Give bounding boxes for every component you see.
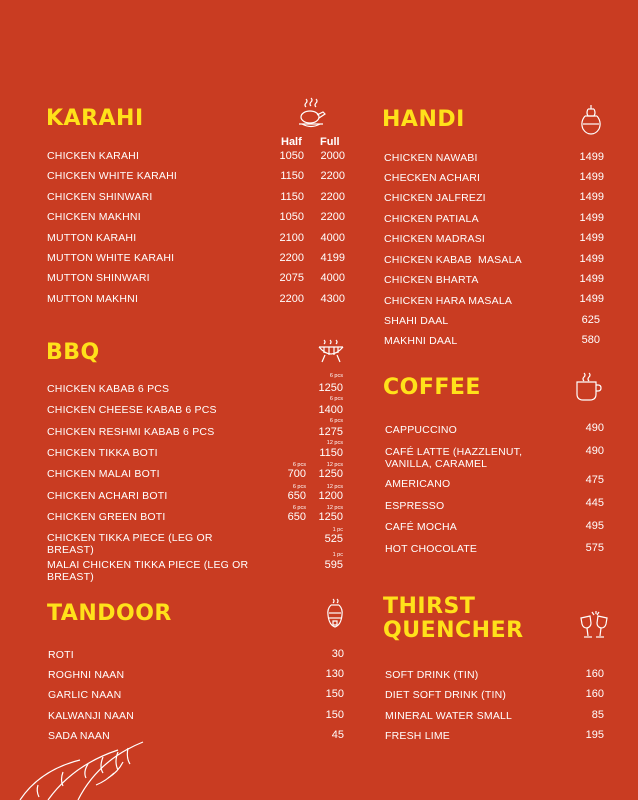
list-item: CHICKEN SHINWARI	[47, 191, 153, 203]
price: 580	[581, 334, 600, 346]
half-price: 1050	[279, 150, 304, 162]
price-12pcs: 1250	[318, 468, 343, 480]
list-item: MALAI CHICKEN TIKKA PIECE (LEG OR BREAST)	[47, 559, 249, 583]
price: 1250	[318, 382, 343, 394]
list-item: ROGHNI NAAN	[48, 669, 125, 681]
price: 1400	[318, 404, 343, 416]
thirst-title-line1: THIRST	[383, 594, 476, 619]
list-item: SADA NAAN	[48, 730, 110, 742]
karahi-half-header: Half	[281, 136, 302, 148]
portion-note: 1 pc	[332, 552, 343, 558]
price: 445	[585, 497, 604, 509]
portion-note: 12 pcs	[326, 440, 343, 446]
list-item: CAFÉ MOCHA	[385, 521, 458, 533]
bbq-title: BBQ	[46, 340, 100, 365]
price: 150	[325, 709, 344, 721]
tandoor-title: TANDOOR	[47, 601, 172, 626]
price: 1499	[579, 212, 604, 224]
list-item: AMERICANO	[385, 478, 451, 490]
price: 1499	[579, 253, 604, 265]
list-item: CHICKEN NAWABI	[384, 152, 478, 164]
price: 625	[581, 314, 600, 326]
karahi-title: KARAHI	[46, 106, 144, 131]
price: 1499	[579, 171, 604, 183]
list-item: CHICKEN WHITE KARAHI	[47, 170, 178, 182]
list-item: GARLIC NAAN	[48, 689, 122, 701]
price: 130	[325, 668, 344, 680]
portion-note: 6 pcs	[292, 484, 306, 490]
list-item: CAPPUCCINO	[385, 424, 458, 436]
list-item: CHICKEN TIKKA BOTI	[47, 447, 158, 459]
price: 495	[585, 520, 604, 532]
list-item: MUTTON KARAHI	[47, 232, 137, 244]
half-price: 2100	[279, 232, 304, 244]
list-item: MUTTON SHINWARI	[47, 272, 150, 284]
full-price: 2000	[320, 150, 345, 162]
price: 575	[585, 542, 604, 554]
list-item: CHICKEN PATIALA	[384, 213, 479, 225]
price-6pcs: 700	[287, 468, 306, 480]
full-price: 2200	[320, 211, 345, 223]
tandoor-oven-icon	[326, 598, 344, 628]
price: 1275	[318, 426, 343, 438]
portion-note: 12 pcs	[326, 462, 343, 468]
list-item: CHICKEN KABAB MASALA	[384, 254, 522, 266]
price: 1499	[579, 273, 604, 285]
coffee-cup-icon	[575, 372, 603, 402]
list-item: CHICKEN KABAB 6 PCS	[47, 383, 170, 395]
price: 1499	[579, 293, 604, 305]
handi-title: HANDI	[382, 107, 465, 132]
list-item: CAFÉ LATTE (HAZZLENUT, VANILLA, CARAMEL	[385, 446, 523, 470]
price: 160	[585, 688, 604, 700]
price: 1499	[579, 232, 604, 244]
price: 475	[585, 474, 604, 486]
list-item: MAKHNI DAAL	[384, 335, 458, 347]
list-item: MINERAL WATER SMALL	[385, 710, 513, 722]
full-price: 4199	[320, 252, 345, 264]
price-6pcs: 650	[287, 490, 306, 502]
karahi-full-header: Full	[320, 136, 340, 148]
list-item: CHICKEN ACHARI BOTI	[47, 490, 168, 502]
portion-note: 6 pcs	[292, 462, 306, 468]
coffee-title: COFFEE	[383, 375, 481, 400]
leaf-decoration-icon	[18, 740, 148, 800]
half-price: 1050	[279, 211, 304, 223]
list-item: CHICKEN HARA MASALA	[384, 295, 513, 307]
full-price: 4000	[320, 272, 345, 284]
half-price: 2075	[279, 272, 304, 284]
list-item: CHICKEN GREEN BOTI	[47, 511, 166, 523]
price: 595	[324, 559, 343, 571]
list-item: DIET SOFT DRINK (TIN)	[385, 689, 507, 701]
price: 195	[585, 729, 604, 741]
portion-note: 6 pcs	[329, 396, 343, 402]
list-item: CHECKEN ACHARI	[384, 172, 481, 184]
bbq-grill-icon	[316, 339, 346, 363]
price-6pcs: 650	[287, 511, 306, 523]
full-price: 4000	[320, 232, 345, 244]
half-price: 2200	[279, 252, 304, 264]
full-price: 4300	[320, 293, 345, 305]
list-item: MUTTON MAKHNI	[47, 293, 139, 305]
half-price: 1150	[280, 191, 304, 203]
price: 150	[325, 688, 344, 700]
list-item: CHICKEN KARAHI	[47, 150, 140, 162]
price: 45	[331, 729, 344, 741]
cheers-glasses-icon	[579, 610, 609, 640]
price-12pcs: 1200	[318, 490, 343, 502]
portion-note: 1 pc	[332, 527, 343, 533]
price: 85	[591, 709, 604, 721]
list-item: KALWANJI NAAN	[48, 710, 135, 722]
price: 30	[331, 648, 344, 660]
price: 525	[324, 533, 343, 545]
list-item: CHICKEN BHARTA	[384, 274, 479, 286]
half-price: 2200	[279, 293, 304, 305]
portion-note: 12 pcs	[326, 505, 343, 511]
list-item: CHICKEN TIKKA PIECE (LEG OR BREAST)	[47, 532, 213, 556]
list-item: HOT CHOCOLATE	[385, 543, 478, 555]
full-price: 2200	[320, 170, 345, 182]
roast-chicken-icon	[297, 97, 327, 129]
list-item: SHAHI DAAL	[384, 315, 449, 327]
portion-note: 12 pcs	[326, 484, 343, 490]
full-price: 2200	[320, 191, 345, 203]
list-item: CHICKEN MALAI BOTI	[47, 468, 160, 480]
price: 1499	[579, 151, 604, 163]
portion-note: 6 pcs	[292, 505, 306, 511]
price: 1499	[579, 191, 604, 203]
list-item: CHICKEN CHEESE KABAB 6 PCS	[47, 404, 217, 416]
handi-pot-icon	[580, 104, 602, 136]
price: 490	[585, 422, 604, 434]
portion-note: 6 pcs	[329, 373, 343, 379]
price: 160	[585, 668, 604, 680]
list-item: FRESH LIME	[385, 730, 451, 742]
list-item: MUTTON WHITE KARAHI	[47, 252, 175, 264]
list-item: ROTI	[48, 649, 74, 661]
list-item: ESPRESSO	[385, 500, 445, 512]
list-item: CHICKEN JALFREZI	[384, 192, 486, 204]
price: 1150	[319, 447, 343, 459]
portion-note: 6 pcs	[329, 418, 343, 424]
list-item: CHICKEN RESHMI KABAB 6 PCS	[47, 426, 215, 438]
list-item: SOFT DRINK (TIN)	[385, 669, 479, 681]
list-item: CHICKEN MADRASI	[384, 233, 486, 245]
list-item: CHICKEN MAKHNI	[47, 211, 141, 223]
price-12pcs: 1250	[318, 511, 343, 523]
thirst-title-line2: QUENCHER	[383, 618, 524, 643]
half-price: 1150	[280, 170, 304, 182]
price: 490	[585, 445, 604, 457]
